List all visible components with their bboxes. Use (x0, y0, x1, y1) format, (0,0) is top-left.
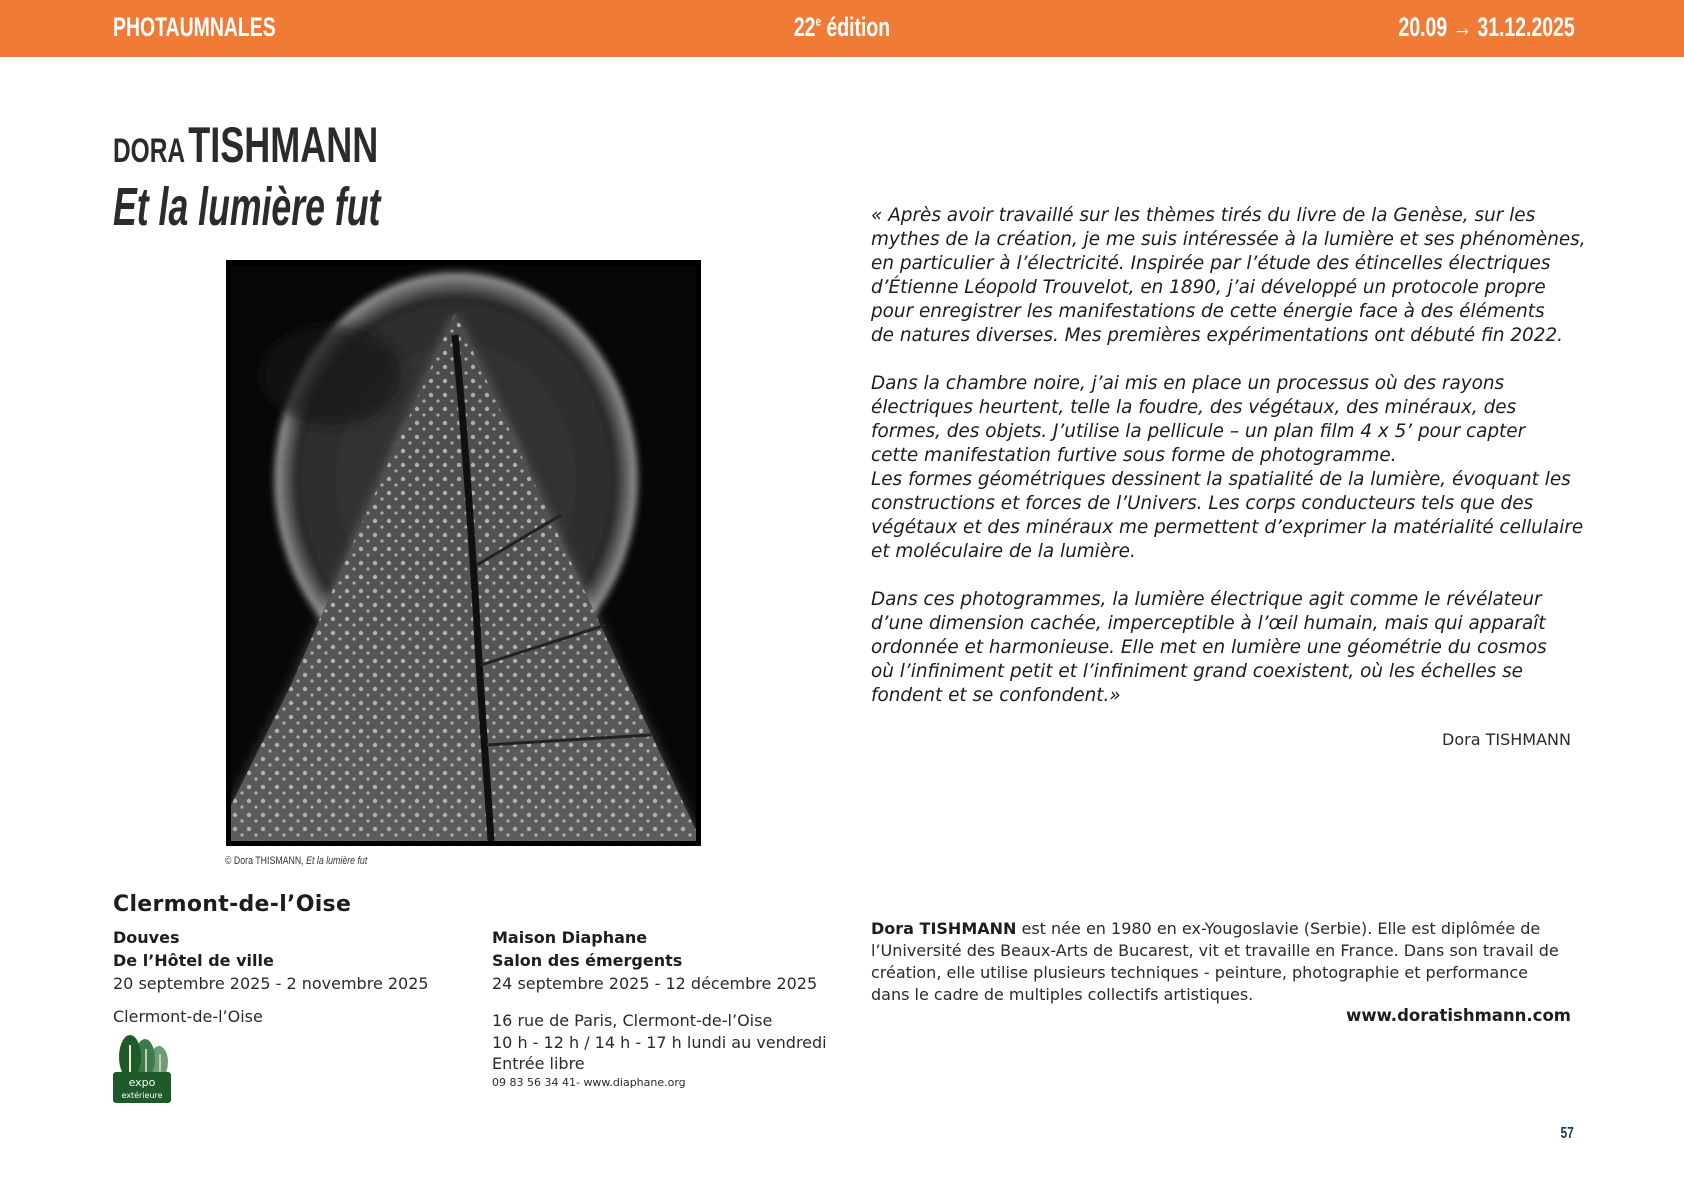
trees-icon (113, 1035, 171, 1103)
bio-name: Dora TISHMANN (871, 919, 1017, 938)
venue-maison-diaphane (492, 926, 817, 995)
venue-douves (113, 926, 429, 995)
artist-website-link[interactable]: www.doratishmann.com (1346, 1006, 1571, 1025)
artist-statement (871, 204, 1591, 732)
venue-dates: 20 septembre 2025 - 2 novembre 2025 (113, 974, 429, 993)
artist-last-name: TISHMANN (188, 117, 379, 173)
work-title: Et la lumière fut (113, 177, 381, 237)
edition-word: édition (821, 12, 891, 42)
badge-line1: expo (128, 1076, 156, 1089)
artist-bio (871, 918, 1571, 1006)
festival-dates: 20.09 → 31.12.2025 (1398, 12, 1575, 42)
venue-hours: 10 h - 12 h / 14 h - 17 h lundi au vendredi (492, 1032, 827, 1052)
header-bar (0, 0, 1684, 57)
edition-suffix: e (815, 13, 822, 29)
expo-exterieure-badge (113, 1035, 171, 1103)
venue-name-line1: Douves (113, 928, 180, 947)
venue-entry: Entrée libre (492, 1054, 585, 1073)
edition-label (794, 12, 890, 42)
artist-first-name: DORA (113, 132, 186, 170)
photo-credit-title: Et la lumière fut (306, 855, 368, 867)
venue-name-line2: De l’Hôtel de ville (113, 951, 274, 970)
venue-location: Clermont-de-l’Oise (113, 1007, 263, 1026)
bio-text: est née en 1980 en ex-Yougoslavie (Serbie). Elle est diplômée de l’Université des Beaux-Arts de Bucarest, vit et travaille en France. Dans son travail de création, elle utilise plusieurs techniques - peinture, photographie et performance dans le cadre de multiples collectifs artistiques. (871, 919, 1559, 1004)
venue-details (492, 1010, 827, 1091)
badge-line2: extérieure (121, 1091, 163, 1100)
edition-number: 22 (793, 12, 816, 42)
statement-paragraph: Dans la chambre noire, j’ai mis en place un processus où des rayons électriques heurtent, telle la foudre, des végétaux, des minéraux, des formes, des objets. J’utilise la pellicule – un plan film 4 x 5’ pour capter cette manifestation furtive sous forme de photogramme. Les formes géométriques dessinent la spatialité de la lumière, évoquant les constructions et forces de l’Univers. Les corps conducteurs tels que des végétaux et des minéraux me permettent d’exprimer la matérialité cellulaire et moléculaire de la lumière. (871, 373, 1584, 562)
statement-paragraph: « Après avoir travaillé sur les thèmes tirés du livre de la Genèse, sur les mythes de la création, je me suis intéressée à la lumière et ses phénomènes, en particulier à l’électricité. Inspirée par l’étude des étincelles électriques d’Étienne Léopold Trouvelot, en 1890, j’ai développé un protocole propre pour enregistrer les manifestations de cette énergie face à des éléments de natures diverses. Mes premières expérimentations ont débuté fin 2022. (871, 205, 1586, 346)
photogram-image (231, 265, 696, 841)
venue-dates: 24 septembre 2025 - 12 décembre 2025 (492, 974, 818, 993)
statement-paragraph: Dans ces photogrammes, la lumière électrique agit comme le révélateur d’une dimension cachée, imperceptible à l’œil humain, mais qui apparaît ordonnée et harmonieuse. Elle met en lumière une géométrie du cosmos où l’infiniment petit et l’infiniment grand coexistent, où les échelles se fondent et se confondent.» (871, 589, 1547, 706)
venue-name-line2: Salon des émergents (492, 951, 683, 970)
artwork-photogram (226, 260, 701, 846)
photo-credit-prefix: © Dora THISMANN, (225, 855, 307, 867)
artist-name (113, 116, 378, 174)
venue-address: 16 rue de Paris, Clermont-de-l’Oise (492, 1011, 773, 1030)
venue-contact: 09 83 56 34 41- www.diaphane.org (492, 1075, 686, 1089)
photo-credit (225, 855, 367, 867)
page-number: 57 (1560, 1125, 1574, 1142)
festival-name: PHOTAUMNALES (113, 12, 276, 42)
exhibition-city: Clermont-de-l’Oise (113, 892, 352, 917)
venue-name-line1: Maison Diaphane (492, 928, 648, 947)
statement-signature: Dora TISHMANN (1442, 730, 1571, 749)
